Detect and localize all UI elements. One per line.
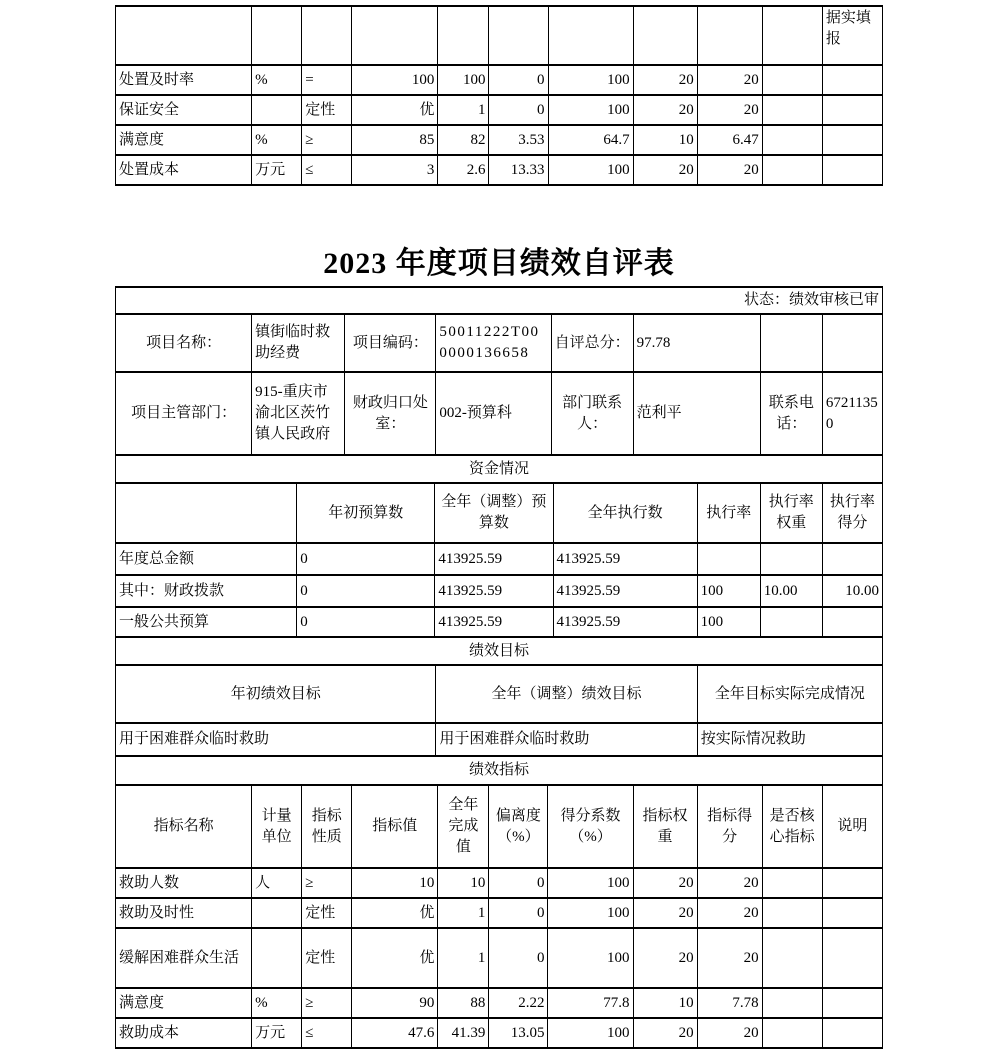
table-row	[116, 6, 883, 65]
cell-deviation: 0	[489, 65, 548, 95]
project-name-value: 镇街临时救助经费	[252, 314, 345, 372]
cell-coefficient: 100	[548, 928, 633, 988]
cell-indicator-name: 满意度	[116, 125, 252, 155]
table-row	[116, 1018, 883, 1048]
cell-adjusted-goal: 用于困难群众临时救助	[436, 723, 697, 756]
table-row	[116, 543, 883, 575]
cell-score	[697, 6, 762, 65]
cell-actual-value: 1	[438, 928, 489, 988]
cell-nature: 定性	[302, 95, 352, 125]
cell-note	[822, 155, 882, 185]
cell-executed: 413925.59	[553, 543, 697, 575]
self-score-value: 97.78	[633, 314, 760, 372]
cell-weight: 20	[633, 65, 697, 95]
department-value: 915-重庆市渝北区茨竹镇人民政府	[252, 372, 345, 455]
cell-note	[822, 928, 882, 988]
cell-indicator-name: 处置及时率	[116, 65, 252, 95]
project-name-label: 项目名称：	[116, 314, 252, 372]
cell-deviation: 0	[489, 898, 548, 928]
cell-unit	[252, 898, 302, 928]
cell-coefficient: 77.8	[548, 988, 633, 1018]
col-header-indicator-name: 指标名称	[116, 785, 252, 868]
empty-cell	[116, 483, 297, 543]
cell-actual-value: 82	[438, 125, 489, 155]
col-header-executed: 全年执行数	[553, 483, 697, 543]
funding-section-title: 资金情况	[116, 455, 883, 483]
table-row	[116, 287, 883, 314]
cell-actual-value: 2.6	[438, 155, 489, 185]
cell-coefficient: 64.7	[548, 125, 633, 155]
table-row	[116, 756, 883, 785]
cell-core-flag	[762, 928, 822, 988]
cell-core-flag	[762, 65, 822, 95]
cell-weight: 20	[633, 898, 697, 928]
cell-unit	[252, 95, 302, 125]
col-header-initial-budget: 年初预算数	[297, 483, 435, 543]
cell-nature: ≥	[302, 125, 352, 155]
funding-row-label: 其中：财政拨款	[116, 575, 297, 607]
cell-weight: 20	[633, 155, 697, 185]
cell-adjusted-budget: 413925.59	[435, 575, 553, 607]
department-label: 项目主管部门：	[116, 372, 252, 455]
cell-actual-value: 100	[438, 65, 489, 95]
cell-note	[822, 988, 882, 1018]
cell-weight: 10	[633, 988, 697, 1018]
cell-unit: %	[252, 988, 302, 1018]
cell-unit: %	[252, 65, 302, 95]
carryover-indicator-table	[115, 5, 883, 186]
col-header-score: 指标得分	[697, 785, 762, 868]
cell-unit	[252, 6, 302, 65]
col-header-deviation: 偏离度（%）	[489, 785, 548, 868]
empty-cell	[760, 314, 822, 372]
cell-unit: 万元	[252, 155, 302, 185]
cell-coefficient	[548, 6, 633, 65]
table-row	[116, 65, 883, 95]
col-header-target-value: 指标值	[352, 785, 438, 868]
cell-nature: ≤	[302, 1018, 352, 1048]
cell-note	[822, 65, 882, 95]
cell-initial-budget: 0	[297, 575, 435, 607]
cell-coefficient: 100	[548, 65, 633, 95]
cell-target-value: 85	[352, 125, 438, 155]
cell-indicator-name: 满意度	[116, 988, 252, 1018]
cell-score: 20	[697, 868, 762, 898]
cell-indicator-name: 救助人数	[116, 868, 252, 898]
cell-rate-weight	[760, 543, 822, 575]
col-header-nature: 指标性质	[302, 785, 352, 868]
cell-coefficient: 100	[548, 898, 633, 928]
table-row	[116, 455, 883, 483]
cell-coefficient: 100	[548, 155, 633, 185]
cell-deviation: 2.22	[489, 988, 548, 1018]
cell-target-value: 47.6	[352, 1018, 438, 1048]
cell-target-value	[352, 6, 438, 65]
self-score-label: 自评总分：	[551, 314, 633, 372]
contact-label: 部门联系人：	[551, 372, 633, 455]
cell-target-value: 100	[352, 65, 438, 95]
col-header-core-flag: 是否核心指标	[762, 785, 822, 868]
table-row	[116, 868, 883, 898]
cell-target-value: 优	[352, 928, 438, 988]
table-row	[116, 372, 883, 455]
cell-coefficient: 100	[548, 1018, 633, 1048]
cell-weight	[633, 6, 697, 65]
table-row	[116, 575, 883, 607]
cell-deviation: 0	[489, 95, 548, 125]
col-header-rate-weight: 执行率权重	[760, 483, 822, 543]
cell-core-flag	[762, 988, 822, 1018]
cell-core-flag	[762, 868, 822, 898]
cell-initial-budget: 0	[297, 607, 435, 637]
table-row	[116, 95, 883, 125]
cell-core-flag	[762, 1018, 822, 1048]
funding-table	[115, 454, 883, 638]
cell-score: 20	[697, 95, 762, 125]
cell-deviation	[489, 6, 548, 65]
cell-nature: =	[302, 65, 352, 95]
cell-indicator-name	[116, 6, 252, 65]
cell-deviation: 0	[489, 868, 548, 898]
cell-unit	[252, 928, 302, 988]
cell-note	[822, 125, 882, 155]
cell-weight: 20	[633, 1018, 697, 1048]
col-header-initial-goal: 年初绩效目标	[116, 665, 436, 723]
cell-rate-score	[822, 607, 882, 637]
table-row	[116, 665, 883, 723]
goals-section-title: 绩效目标	[116, 637, 883, 665]
cell-nature: ≤	[302, 155, 352, 185]
cell-actual-value: 41.39	[438, 1018, 489, 1048]
table-row	[116, 637, 883, 665]
cell-actual-value	[438, 6, 489, 65]
cell-exec-rate: 100	[697, 607, 760, 637]
cell-coefficient: 100	[548, 868, 633, 898]
cell-indicator-name: 处置成本	[116, 155, 252, 185]
cell-weight: 20	[633, 95, 697, 125]
cell-rate-score: 10.00	[822, 575, 882, 607]
cell-target-value: 优	[352, 95, 438, 125]
cell-score: 20	[697, 898, 762, 928]
cell-rate-score	[822, 543, 882, 575]
cell-score: 20	[697, 1018, 762, 1048]
cell-adjusted-budget: 413925.59	[435, 607, 553, 637]
cell-unit: %	[252, 125, 302, 155]
finance-office-label: 财政归口处室：	[345, 372, 436, 455]
table-row	[116, 723, 883, 756]
col-header-note: 说明	[822, 785, 882, 868]
cell-indicator-name: 救助成本	[116, 1018, 252, 1048]
project-info-table	[115, 286, 883, 456]
table-row	[116, 785, 883, 868]
indicators-section-title: 绩效指标	[116, 756, 883, 785]
cell-rate-weight	[760, 607, 822, 637]
cell-indicator-name: 保证安全	[116, 95, 252, 125]
cell-target-value: 3	[352, 155, 438, 185]
cell-executed: 413925.59	[553, 607, 697, 637]
cell-executed: 413925.59	[553, 575, 697, 607]
cell-deviation: 13.33	[489, 155, 548, 185]
cell-deviation: 0	[489, 928, 548, 988]
cell-coefficient: 100	[548, 95, 633, 125]
cell-deviation: 3.53	[489, 125, 548, 155]
self-evaluation-table	[115, 286, 883, 1049]
cell-nature: 定性	[302, 928, 352, 988]
project-code-label: 项目编码：	[345, 314, 436, 372]
col-header-unit: 计量单位	[252, 785, 302, 868]
cell-note	[822, 1018, 882, 1048]
cell-nature	[302, 6, 352, 65]
cell-adjusted-budget: 413925.59	[435, 543, 553, 575]
cell-indicator-name: 救助及时性	[116, 898, 252, 928]
cell-note	[822, 898, 882, 928]
cell-core-flag	[762, 155, 822, 185]
cell-target-value: 优	[352, 898, 438, 928]
table-row	[116, 988, 883, 1018]
cell-weight: 10	[633, 125, 697, 155]
cell-exec-rate: 100	[697, 575, 760, 607]
table-row	[116, 125, 883, 155]
cell-note	[822, 868, 882, 898]
project-code-value: 50011222T000000136658	[436, 314, 551, 372]
table-row	[116, 155, 883, 185]
cell-actual-completion: 按实际情况救助	[697, 723, 882, 756]
cell-score: 20	[697, 65, 762, 95]
cell-initial-goal: 用于困难群众临时救助	[116, 723, 436, 756]
col-header-rate-score: 执行率得分	[822, 483, 882, 543]
funding-row-label: 一般公共预算	[116, 607, 297, 637]
cell-actual-value: 88	[438, 988, 489, 1018]
cell-core-flag	[762, 125, 822, 155]
phone-value: 67211350	[822, 372, 882, 455]
col-header-weight: 指标权重	[633, 785, 697, 868]
indicators-table	[115, 755, 883, 1049]
cell-unit: 万元	[252, 1018, 302, 1048]
cell-exec-rate	[697, 543, 760, 575]
col-header-coefficient: 得分系数（%）	[548, 785, 633, 868]
table-row	[116, 483, 883, 543]
cell-target-value: 10	[352, 868, 438, 898]
cell-score: 20	[697, 928, 762, 988]
cell-actual-value: 1	[438, 898, 489, 928]
table-row	[116, 607, 883, 637]
cell-actual-value: 10	[438, 868, 489, 898]
table-row	[116, 898, 883, 928]
cell-actual-value: 1	[438, 95, 489, 125]
goals-table	[115, 636, 883, 757]
col-header-exec-rate: 执行率	[697, 483, 760, 543]
phone-label: 联系电话：	[760, 372, 822, 455]
page-title: 2023 年度项目绩效自评表	[323, 247, 675, 280]
table-row	[116, 928, 883, 988]
finance-office-value: 002-预算科	[436, 372, 551, 455]
col-header-actual-completion: 全年目标实际完成情况	[697, 665, 882, 723]
cell-score: 20	[697, 155, 762, 185]
cell-core-flag	[762, 898, 822, 928]
cell-indicator-name: 缓解困难群众生活	[116, 928, 252, 988]
table-row	[116, 314, 883, 372]
empty-cell	[822, 314, 882, 372]
cell-deviation: 13.05	[489, 1018, 548, 1048]
cell-rate-weight: 10.00	[760, 575, 822, 607]
contact-value: 范利平	[633, 372, 760, 455]
cell-unit: 人	[252, 868, 302, 898]
funding-row-label: 年度总金额	[116, 543, 297, 575]
cell-weight: 20	[633, 868, 697, 898]
cell-nature: 定性	[302, 898, 352, 928]
col-header-adjusted-goal: 全年（调整）绩效目标	[436, 665, 697, 723]
cell-initial-budget: 0	[297, 543, 435, 575]
cell-nature: ≥	[302, 868, 352, 898]
col-header-actual-value: 全年完成值	[438, 785, 489, 868]
cell-note	[822, 95, 882, 125]
cell-note: 据实填报	[822, 6, 882, 65]
cell-core-flag	[762, 6, 822, 65]
cell-target-value: 90	[352, 988, 438, 1018]
status-badge: 状态：绩效审核已审	[116, 287, 883, 314]
cell-weight: 20	[633, 928, 697, 988]
cell-score: 6.47	[697, 125, 762, 155]
cell-nature: ≥	[302, 988, 352, 1018]
cell-score: 7.78	[697, 988, 762, 1018]
col-header-adjusted-budget: 全年（调整）预算数	[435, 483, 553, 543]
cell-core-flag	[762, 95, 822, 125]
